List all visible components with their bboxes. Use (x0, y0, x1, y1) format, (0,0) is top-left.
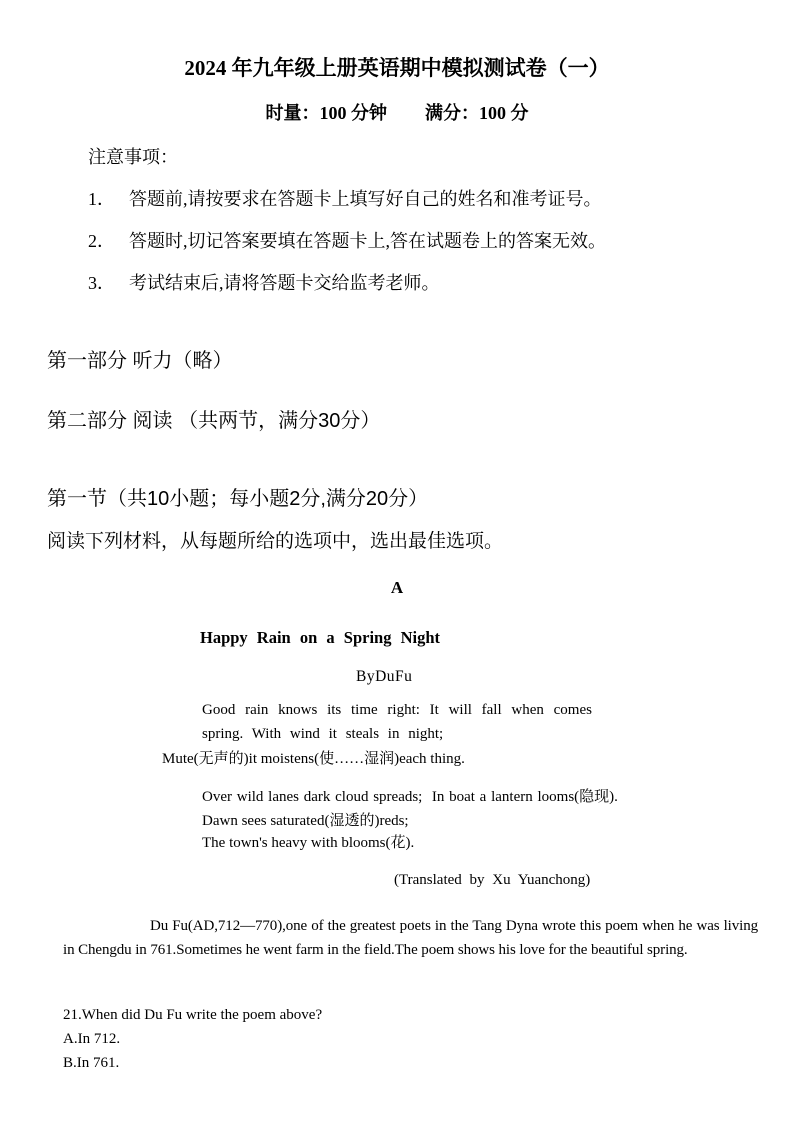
poem-line-4: Over wild lanes dark cloud spreads; In boat a lantern looms(隐现). (202, 789, 618, 805)
exam-duration: 时量：100 分钟 (265, 103, 387, 123)
poem-line-6: The town's heavy with blooms(花). (202, 835, 415, 851)
exam-full-score: 满分：100 分 (425, 103, 529, 123)
translator-credit: (Translated by Xu Yuanchong) (394, 872, 591, 888)
poem-title: Happy Rain on a Spring Night (200, 628, 441, 647)
question-21-option-b: B.In 761. (63, 1055, 120, 1071)
notice-item-3-text: 考试结束后,请将答题卡交给监考老师。 (129, 273, 440, 293)
part2-heading: 第二部分 阅读 （共两节，满分30分） (47, 410, 381, 432)
notice-item-3-number: 3． (88, 273, 115, 293)
notice-heading: 注意事项： (88, 147, 178, 167)
notice-item-2 (88, 231, 606, 253)
question-21-stem: 21.When did Du Fu write the poem above? (63, 1007, 323, 1023)
page-title: 2024 年九年级上册英语期中模拟测试卷（一） (184, 56, 610, 80)
passage-a-label: A (390, 578, 404, 597)
notice-item-1-number: 1． (88, 189, 115, 209)
notice-item-2-number: 2． (88, 231, 115, 251)
question-21-option-a: A.In 712. (63, 1031, 121, 1047)
section1-heading: 第一节（共10小题；每小题2分,满分20分） (47, 488, 429, 510)
poem-line-5: Dawn sees saturated(湿透的)reds; (202, 813, 409, 829)
poem-line-3: Mute(无声的)it moistens(使……湿润)each thing. (162, 751, 465, 767)
notice-item-3 (88, 273, 440, 295)
poem-line-2: spring. With wind it steals in night; (202, 726, 444, 742)
poem-line-1: Good rain knows its time right: It will fall when comes (202, 702, 592, 718)
notice-item-1-text: 答题前,请按要求在答题卡上填写好自己的姓名和准考证号。 (129, 189, 602, 209)
notice-item-2-text: 答题时,切记答案要填在答题卡上,答在试题卷上的答案无效。 (129, 231, 606, 251)
notice-item-1 (88, 189, 602, 211)
section1-instruction: 阅读下列材料，从每题所给的选项中，选出最佳选项。 (47, 531, 504, 552)
poem-byline: ByDuFu (356, 668, 413, 685)
passage-a-intro: Du Fu(AD,712—770),one of the greatest poets in the Tang Dyna wrote this poem when he was living in Chengdu in 761.Sometimes he went farm in the field.The poem shows his love for the beautiful spring. (63, 918, 758, 958)
part1-heading: 第一部分 听力（略） (47, 350, 233, 372)
exam-meta-row (0, 103, 794, 125)
